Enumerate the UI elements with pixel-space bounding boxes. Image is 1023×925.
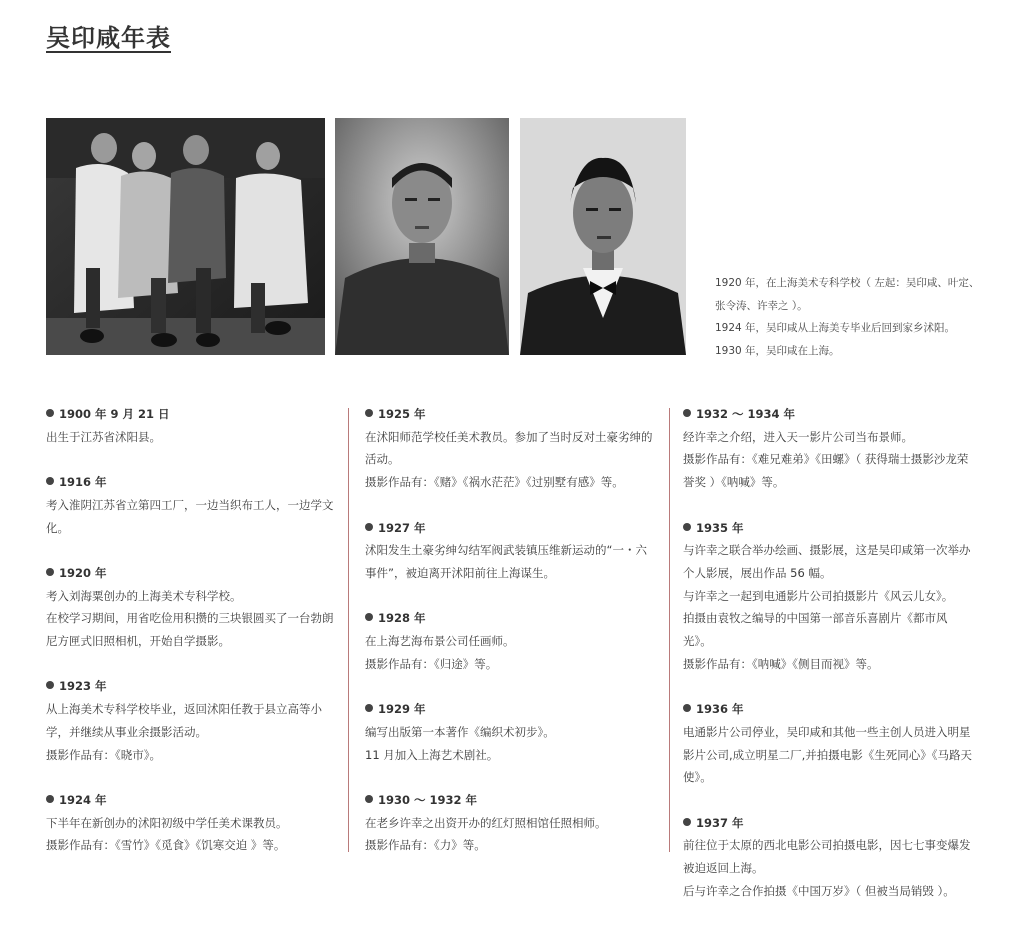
entry-year: 1916 年 bbox=[59, 475, 107, 490]
bullet-icon bbox=[365, 704, 373, 712]
entry-text: 拍摄由袁牧之编导的中国第一部音乐喜剧片《都市风光》。 bbox=[683, 611, 948, 649]
entry-text: 11 月加入上海艺术剧社。 bbox=[365, 747, 499, 762]
timeline-entry bbox=[46, 471, 338, 539]
entry-text: 在沭阳师范学校任美术教员。参加了当时反对土豪劣绅的活动。 bbox=[365, 429, 653, 467]
entry-text: 考入刘海粟创办的上海美术专科学校。 bbox=[46, 588, 242, 603]
entry-text: 与许幸之联合举办绘画、摄影展，这是吴印咸第一次举办个人影展，展出作品 56 幅。 bbox=[683, 543, 971, 580]
entry-year: 1900 年 9 月 21 日 bbox=[59, 407, 170, 421]
timeline-entry bbox=[46, 562, 338, 653]
entry-year: 1930 ～ 1932 年 bbox=[378, 792, 478, 807]
entry-text: 摄影作品有：《晓市》。 bbox=[46, 747, 161, 762]
bullet-icon bbox=[365, 409, 373, 417]
column-divider bbox=[348, 408, 349, 852]
entry-year: 1929 年 bbox=[378, 702, 426, 717]
bullet-icon bbox=[46, 409, 54, 417]
bullet-icon bbox=[365, 613, 373, 621]
bullet-icon bbox=[365, 795, 373, 803]
portrait-young bbox=[335, 118, 509, 355]
entry-text: 前往位于太原的西北电影公司拍摄电影，因七七事变爆发被迫返回上海。 bbox=[683, 838, 971, 876]
bullet-icon bbox=[46, 795, 54, 803]
entry-text: 考入淮阴江苏省立第四工厂，一边当织布工人，一边学文化。 bbox=[46, 497, 334, 535]
entry-year: 1928 年 bbox=[378, 611, 426, 626]
timeline-entry bbox=[683, 403, 975, 494]
bullet-icon bbox=[683, 704, 691, 712]
entry-text: 从上海美术专科学校毕业，返回沭阳任教于县立高等小学，并继续从事业余摄影活动。 bbox=[46, 702, 322, 739]
entry-text: 在校学习期间，用省吃俭用积攒的三块银圆买了一台勃朗尼方匣式旧照相机，开始自学摄影。 bbox=[46, 611, 334, 648]
entry-text: 摄影作品有：《雪竹》《觅食》《饥寒交迫 》等。 bbox=[46, 838, 286, 853]
bullet-icon bbox=[683, 523, 691, 531]
timeline-entry bbox=[365, 517, 657, 585]
entry-text: 沭阳发生土豪劣绅勾结军阀武装镇压维新运动的“一・六事件”，被迫离开沭阳前往上海谋生。 bbox=[365, 543, 647, 580]
timeline-entry bbox=[365, 607, 657, 675]
timeline-column-3 bbox=[683, 403, 975, 925]
entry-text: 下半年在新创办的沭阳初级中学任美术课教员。 bbox=[46, 815, 288, 830]
entry-year: 1924 年 bbox=[59, 792, 107, 807]
timeline-entry bbox=[46, 403, 338, 448]
entry-text: 编写出版第一本著作《编织术初步》。 bbox=[365, 724, 555, 739]
entry-text: 后与许幸之合作拍摄《中国万岁》（ 但被当局销毁 ）。 bbox=[683, 883, 955, 898]
timeline-entry bbox=[46, 789, 338, 857]
bullet-icon bbox=[683, 409, 691, 417]
entry-text: 在上海艺海布景公司任画师。 bbox=[365, 634, 515, 648]
timeline-entry bbox=[365, 789, 657, 857]
entry-text: 经许幸之介绍，进入天一影片公司当布景师。 bbox=[683, 429, 913, 444]
timeline-entry bbox=[683, 698, 975, 789]
entry-year: 1925 年 bbox=[378, 407, 426, 421]
entry-year: 1927 年 bbox=[378, 520, 426, 535]
entry-text: 摄影作品有：《力》等。 bbox=[365, 838, 486, 853]
portrait-bowtie-image bbox=[520, 118, 686, 355]
bullet-icon bbox=[46, 681, 54, 689]
bullet-icon bbox=[46, 477, 54, 485]
timeline-column-1 bbox=[46, 403, 338, 880]
photo-captions bbox=[715, 272, 985, 362]
timeline-column-2 bbox=[365, 403, 657, 880]
entry-year: 1923 年 bbox=[59, 679, 107, 694]
timeline-entry bbox=[683, 812, 975, 903]
entry-text: 电通影片公司停业，吴印咸和其他一些主创人员进入明星影片公司,成立明星二厂,并拍摄电影《生死同心》《马路天使》。 bbox=[683, 724, 973, 785]
entry-text: 摄影作品有：《呐喊》《侧目而视》等。 bbox=[683, 656, 879, 671]
entry-year: 1935 年 bbox=[696, 520, 744, 535]
timeline-entry bbox=[365, 698, 657, 766]
column-divider bbox=[669, 408, 670, 852]
bullet-icon bbox=[683, 818, 691, 826]
entry-year: 1937 年 bbox=[696, 815, 744, 830]
timeline-entry bbox=[683, 517, 975, 676]
group-photo bbox=[46, 118, 325, 355]
portrait-bowtie bbox=[520, 118, 686, 355]
caption: 1924 年，吴印咸从上海美专毕业后回到家乡沭阳。 bbox=[715, 322, 956, 334]
entry-text: 与许幸之一起到电通影片公司拍摄影片《风云儿女》。 bbox=[683, 588, 954, 603]
entry-text: 摄影作品有：《难兄难弟》《田螺》（ 获得瑞士摄影沙龙荣誉奖 ）《呐喊》等。 bbox=[683, 452, 969, 490]
caption: 1930 年，吴印咸在上海。 bbox=[715, 344, 840, 357]
entry-year: 1936 年 bbox=[696, 702, 744, 717]
group-photo-image bbox=[46, 118, 325, 355]
entry-year: 1920 年 bbox=[59, 565, 107, 580]
entry-year: 1932 ～ 1934 年 bbox=[696, 407, 796, 421]
bullet-icon bbox=[46, 568, 54, 576]
caption: 1920 年，在上海美术专科学校（ 左起：吴印咸、叶定、张令涛、许幸之 ）。 bbox=[715, 277, 980, 312]
entry-text: 出生于江苏省沭阳县。 bbox=[46, 429, 161, 444]
portrait-young-image bbox=[335, 118, 509, 355]
timeline-entry bbox=[365, 403, 657, 494]
entry-text: 在老乡许幸之出资开办的红灯照相馆任照相师。 bbox=[365, 815, 607, 830]
entry-text: 摄影作品有：《赌》《祸水茫茫》《过别墅有感》等。 bbox=[365, 475, 624, 490]
page-title: 吴印咸年表 bbox=[46, 24, 171, 52]
timeline-entry bbox=[46, 675, 338, 766]
bullet-icon bbox=[365, 523, 373, 531]
entry-text: 摄影作品有：《归途》等。 bbox=[365, 656, 498, 671]
